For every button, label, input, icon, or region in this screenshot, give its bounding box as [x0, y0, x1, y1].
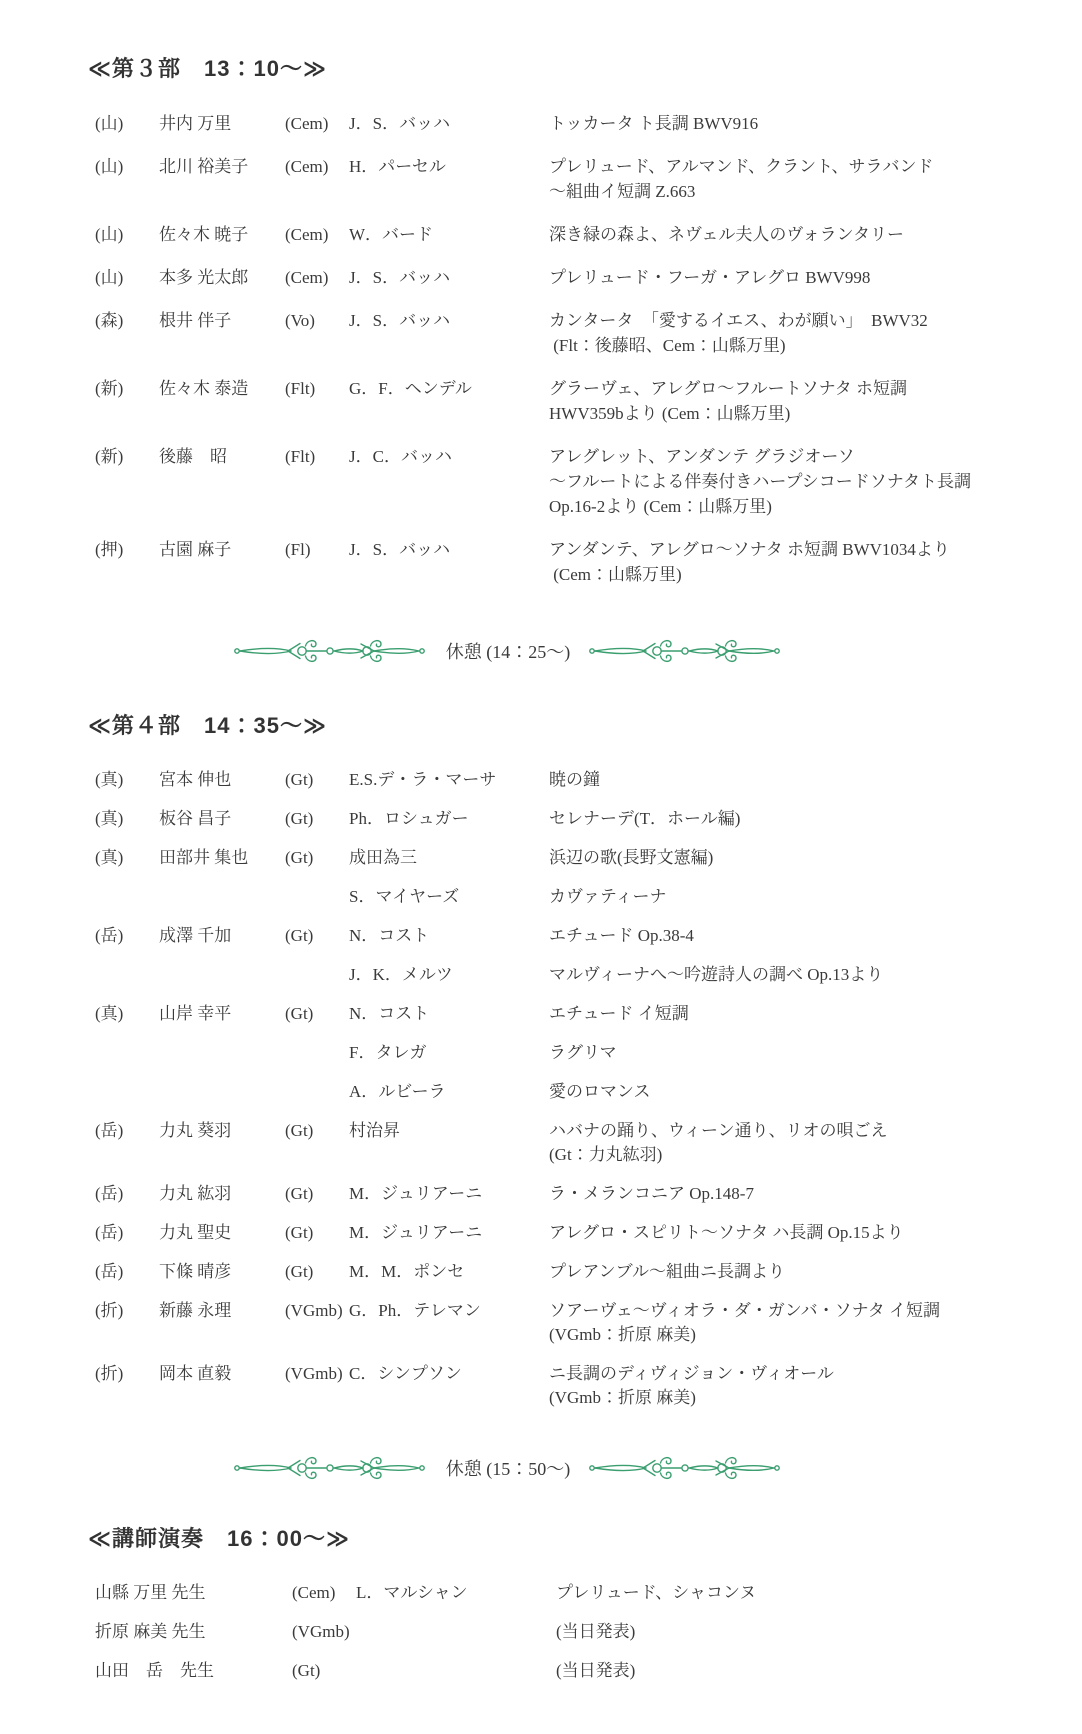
piece: トッカータ ト長調 BWV916 — [549, 114, 759, 133]
instrument: (VGmb) — [285, 1364, 343, 1383]
composer: J．C．バッハ — [349, 447, 452, 466]
performer-name: 佐々木 泰造 — [159, 379, 249, 398]
performer-name: 井内 万里 — [159, 114, 232, 133]
instrument: (Fl) — [285, 540, 311, 559]
piece: セレナーデ(T．ホール編) — [549, 809, 741, 828]
section-part4-rows — [88, 768, 1038, 1410]
program-row — [88, 1119, 1038, 1167]
group-marker: (新) — [95, 379, 124, 398]
flourish-icon — [233, 637, 428, 665]
intermission-divider-1 — [33, 637, 983, 665]
program-row — [88, 885, 1038, 909]
program-row — [88, 265, 1038, 290]
performer-name: 山岸 幸平 — [159, 1004, 232, 1023]
group-marker: (押) — [95, 540, 124, 559]
composer: G．Ph．テレマン — [349, 1301, 481, 1320]
instrument: (Gt) — [292, 1661, 321, 1680]
performer-name: 岡本 直毅 — [159, 1364, 232, 1383]
composer: F．タレガ — [349, 1043, 427, 1062]
program-row — [88, 846, 1038, 870]
composer: 村治昇 — [349, 1121, 400, 1140]
group-marker: (真) — [95, 848, 124, 867]
piece: カンタータ 「愛するイエス、わが願い」 BWV32 (Flt：後藤昭、Cem：山縣万里) — [549, 311, 928, 355]
group-marker: (山) — [95, 268, 124, 287]
composer: J．S．バッハ — [349, 268, 451, 287]
instrument: (Cem) — [285, 114, 329, 133]
piece: 愛のロマンス — [549, 1082, 651, 1101]
section-lecturers-rows — [88, 1581, 1038, 1683]
instrument: (VGmb) — [292, 1622, 350, 1641]
performer-name: 田部井 集也 — [159, 848, 249, 867]
group-marker: (岳) — [95, 1121, 124, 1140]
group-marker: (岳) — [95, 926, 124, 945]
instrument: (Gt) — [285, 1184, 314, 1203]
section-part3-rows — [88, 111, 1038, 587]
section-lecturers — [88, 1522, 1038, 1683]
performer-name: 本多 光太郎 — [159, 268, 249, 287]
piece: アンダンテ、アレグロ～ソナタ ホ短調 BWV1034より (Cem：山縣万里) — [549, 540, 950, 584]
group-marker: (折) — [95, 1301, 124, 1320]
composer: W．バード — [349, 225, 434, 244]
piece: プレリュード、シャコンヌ — [556, 1583, 757, 1602]
performer-name: 後藤 昭 — [159, 447, 227, 466]
group-marker: (山) — [95, 114, 124, 133]
instrument: (Gt) — [285, 1004, 314, 1023]
composer: C．シンプソン — [349, 1364, 462, 1383]
performer-name: 板谷 昌子 — [159, 809, 232, 828]
instrument: (Cem) — [285, 157, 329, 176]
composer: E.S.デ・ラ・マーサ — [349, 770, 497, 789]
piece: ソアーヴェ～ヴィオラ・ダ・ガンバ・ソナタ イ短調 (VGmb：折原 麻美) — [549, 1301, 940, 1344]
performer-name: 力丸 葵羽 — [159, 1121, 232, 1140]
composer: Ph．ロシュガー — [349, 809, 469, 828]
composer: N．コスト — [349, 1004, 430, 1023]
flourish-icon — [588, 637, 783, 665]
program-row — [88, 924, 1038, 948]
composer: H．パーセル — [349, 157, 446, 176]
program-row — [88, 807, 1038, 831]
piece: プレリュード・フーガ・アレグロ BWV998 — [549, 268, 871, 287]
program-row — [88, 222, 1038, 247]
composer: M．ジュリアーニ — [349, 1223, 483, 1242]
group-marker: (真) — [95, 1004, 124, 1023]
performer-name: 古園 麻子 — [159, 540, 232, 559]
piece: ハバナの踊り、ウィーン通り、リオの唄ごえ (Gt：力丸紘羽) — [549, 1121, 888, 1164]
performer-name: 力丸 紘羽 — [159, 1184, 232, 1203]
piece: エチュード イ短調 — [549, 1004, 689, 1023]
instrument: (Gt) — [285, 848, 314, 867]
piece: グラーヴェ、アレグロ～フルートソナタ ホ短調 HWV359bより (Cem：山縣万里) — [549, 379, 908, 423]
program-row — [88, 537, 1038, 587]
section-part3 — [88, 52, 1038, 587]
piece: 暁の鐘 — [549, 770, 600, 789]
group-marker: (森) — [95, 311, 124, 330]
program-row — [88, 1182, 1038, 1206]
section-part4 — [88, 709, 1038, 1410]
group-marker: (岳) — [95, 1223, 124, 1242]
piece: ラ・メランコニア Op.148-7 — [549, 1184, 754, 1203]
instrument: (Flt) — [285, 379, 316, 398]
instrument: (Cem) — [285, 225, 329, 244]
piece: プレリュード、アルマンド、クラント、サラバンド ～組曲イ短調 Z.663 — [549, 157, 934, 201]
composer: M．ジュリアーニ — [349, 1184, 483, 1203]
piece: アレグレット、アンダンテ グラジオーソ ～フルートによる伴奏付きハープシコードソナタト長調 Op.16-2より (Cem：山縣万里) — [549, 447, 971, 516]
performer-name: 宮本 伸也 — [159, 770, 232, 789]
piece: (当日発表) — [556, 1622, 636, 1641]
instrument: (Cem) — [292, 1583, 336, 1602]
program-row — [88, 1362, 1038, 1410]
group-marker: (新) — [95, 447, 124, 466]
instrument: (Flt) — [285, 447, 316, 466]
performer-name: 山田 岳 先生 — [95, 1661, 214, 1680]
performer-name: 山縣 万里 先生 — [95, 1583, 206, 1602]
program-row — [88, 1002, 1038, 1026]
program-row — [88, 1659, 1038, 1683]
piece: 浜辺の歌(長野文憲編) — [549, 848, 714, 867]
program-row — [88, 963, 1038, 987]
composer: L．マルシャン — [356, 1583, 468, 1602]
instrument: (Gt) — [285, 770, 314, 789]
program-row — [88, 1221, 1038, 1245]
performer-name: 力丸 聖史 — [159, 1223, 232, 1242]
group-marker: (山) — [95, 157, 124, 176]
piece: ラグリマ — [549, 1043, 617, 1062]
program-row — [88, 444, 1038, 519]
piece: エチュード Op.38-4 — [549, 926, 694, 945]
flourish-icon — [233, 1454, 428, 1482]
program-row — [88, 1080, 1038, 1104]
program-row — [88, 308, 1038, 358]
instrument: (Gt) — [285, 1121, 314, 1140]
section-part4-title: ≪第４部 14：35～≫ — [88, 713, 328, 738]
program-row — [88, 1299, 1038, 1347]
composer: J．S．バッハ — [349, 540, 451, 559]
piece: カヴァティーナ — [549, 887, 667, 906]
composer: 成田為三 — [349, 848, 417, 867]
piece: ニ長調のディヴィジョン・ヴィオール (VGmb：折原 麻美) — [549, 1364, 834, 1407]
flourish-icon — [588, 1454, 783, 1482]
composer: J．S．バッハ — [349, 114, 451, 133]
program-row — [88, 768, 1038, 792]
piece: 深き緑の森よ、ネヴェル夫人のヴォランタリー — [549, 225, 904, 244]
performer-name: 根井 伴子 — [159, 311, 232, 330]
performer-name: 北川 裕美子 — [159, 157, 249, 176]
composer: G．F．ヘンデル — [349, 379, 472, 398]
program-row — [88, 1620, 1038, 1644]
performer-name: 折原 麻美 先生 — [95, 1622, 206, 1641]
performer-name: 成澤 千加 — [159, 926, 232, 945]
piece: プレアンブル～組曲ニ長調より — [549, 1262, 785, 1281]
program-row — [88, 1581, 1038, 1605]
performer-name: 下條 晴彦 — [159, 1262, 232, 1281]
composer: J．K．メルツ — [349, 965, 453, 984]
intermission-divider-2 — [33, 1454, 983, 1482]
performer-name: 佐々木 暁子 — [159, 225, 249, 244]
instrument: (Gt) — [285, 809, 314, 828]
composer: S．マイヤーズ — [349, 887, 460, 906]
instrument: (Vo) — [285, 311, 315, 330]
composer: M．M．ポンセ — [349, 1262, 465, 1281]
instrument: (Cem) — [285, 268, 329, 287]
section-lecturers-title: ≪講師演奏 16：00～≫ — [88, 1526, 351, 1551]
section-part3-title: ≪第３部 13：10～≫ — [88, 56, 328, 81]
instrument: (Gt) — [285, 926, 314, 945]
group-marker: (岳) — [95, 1262, 124, 1281]
intermission-2-label: 休憩 (15：50～) — [445, 1459, 571, 1479]
piece: マルヴィーナへ～吟遊詩人の調べ Op.13より — [549, 965, 884, 984]
program-row — [88, 1260, 1038, 1284]
composer: A．ルビーラ — [349, 1082, 446, 1101]
program-row — [88, 154, 1038, 204]
composer: J．S．バッハ — [349, 311, 451, 330]
composer: N．コスト — [349, 926, 430, 945]
program-row — [88, 111, 1038, 136]
program-row — [88, 1041, 1038, 1065]
performer-name: 新藤 永理 — [159, 1301, 232, 1320]
instrument: (Gt) — [285, 1262, 314, 1281]
instrument: (Gt) — [285, 1223, 314, 1242]
group-marker: (真) — [95, 770, 124, 789]
piece: アレグロ・スピリト～ソナタ ハ長調 Op.15より — [549, 1223, 904, 1242]
instrument: (VGmb) — [285, 1301, 343, 1320]
intermission-1-label: 休憩 (14：25～) — [445, 642, 571, 662]
group-marker: (折) — [95, 1364, 124, 1383]
group-marker: (岳) — [95, 1184, 124, 1203]
program-row — [88, 376, 1038, 426]
group-marker: (真) — [95, 809, 124, 828]
group-marker: (山) — [95, 225, 124, 244]
piece: (当日発表) — [556, 1661, 636, 1680]
